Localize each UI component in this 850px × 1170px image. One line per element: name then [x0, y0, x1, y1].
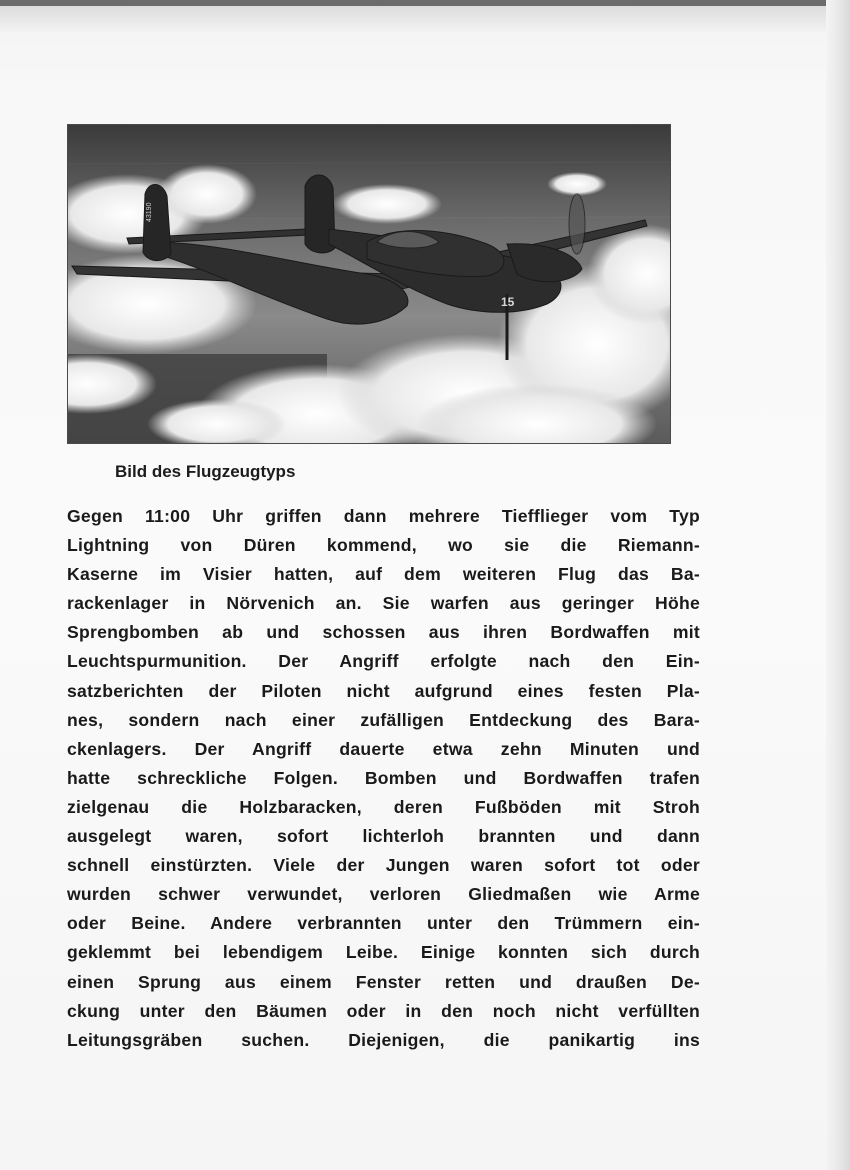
text-line: Leitungsgräben suchen. Diejenigen, die panikartig ins — [67, 1029, 700, 1050]
text-line: hatte schreckliche Folgen. Bomben und Bordwaffen trafen — [67, 767, 700, 788]
text-line: geklemmt bei lebendigem Leibe. Einige konnten sich durch — [67, 942, 700, 963]
text-line: oder Beine. Andere verbrannten unter den Trümmern ein- — [67, 913, 700, 934]
text-line: Gegen 11:00 Uhr griffen dann mehrere Tiefflieger vom Typ — [67, 506, 700, 526]
text-line: Lightning von Düren kommend, wo sie die Riemann- — [67, 535, 700, 556]
text-line: Sprengbomben ab und schossen aus ihren Bordwaffen mit — [67, 622, 700, 643]
scan-right-edge — [826, 0, 850, 1170]
text-line: Leuchtspurmunition. Der Angriff erfolgte nach den Ein- — [67, 651, 700, 672]
text-line: einen Sprung aus einem Fenster retten und draußen De- — [67, 971, 700, 992]
text-line: schnell einstürzten. Viele der Jungen waren sofort tot oder — [67, 855, 700, 876]
text-line: Kaserne im Visier hatten, auf dem weiteren Flug das Ba- — [67, 564, 700, 585]
body-text — [67, 502, 700, 1055]
text-line: satzberichten der Piloten nicht aufgrund eines festen Pla- — [67, 680, 700, 701]
text-line: wurden schwer verwundet, verloren Gliedmaßen wie Arme — [67, 884, 700, 905]
nose-marking: 15 — [501, 295, 515, 309]
text-line: zielgenau die Holzbaracken, deren Fußböden mit Stroh — [67, 796, 700, 817]
aircraft-photo — [67, 124, 671, 444]
tail-marking: 43190 — [146, 202, 153, 222]
text-line: rackenlager in Nörvenich an. Sie warfen aus geringer Höhe — [67, 593, 700, 614]
text-line: ckenlagers. Der Angriff dauerte etwa zehn Minuten und — [67, 738, 700, 759]
scan-top-shadow — [0, 6, 850, 32]
text-line: ckung unter den Bäumen oder in den noch nicht verfüllten — [67, 1000, 700, 1021]
photo-caption: Bild des Flugzeugtyps — [115, 462, 296, 481]
text-line: nes, sondern nach einer zufälligen Entdeckung des Bara- — [67, 709, 700, 730]
text-line: ausgelegt waren, sofort lichterloh brannten und dann — [67, 826, 700, 847]
